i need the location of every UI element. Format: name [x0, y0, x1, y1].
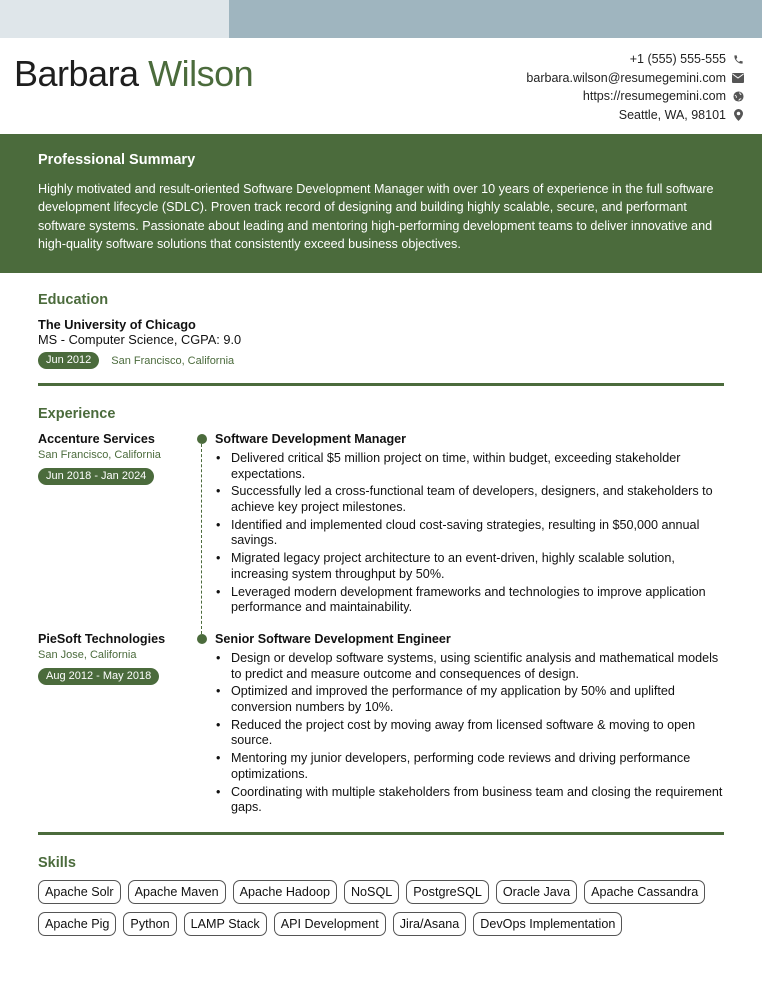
email-icon [732, 72, 744, 84]
skills-title: Skills [38, 855, 76, 871]
list-item: • Delivered critical $5 million project on time, within budget, exceeding stakeholder expectations. [215, 451, 725, 482]
education-location: San Francisco, California [111, 354, 235, 367]
email-text[interactable]: barbara.wilson@resumegemini.com [526, 70, 726, 85]
list-item: • Successfully led a cross-functional team of developers, designers, and stakeholders to achieve key project milestones. [215, 484, 725, 515]
skill-chip: Apache Pig [38, 912, 116, 936]
education-school: The University of Chicago [38, 317, 196, 332]
job-dates [38, 666, 159, 685]
skill-chip: Jira/Asana [393, 912, 467, 936]
job-company: Accenture Services [38, 432, 155, 446]
contact-location [526, 106, 744, 125]
job-role: Software Development Manager [215, 432, 407, 446]
timeline-line [201, 444, 202, 634]
location-text: Seattle, WA, 98101 [618, 107, 726, 122]
education-date-badge: Jun 2012 [38, 352, 99, 369]
section-divider [38, 832, 724, 835]
job-location: San Francisco, California [38, 449, 161, 461]
contact-phone [526, 50, 744, 69]
contact-block [526, 50, 744, 124]
timeline-dot [197, 634, 207, 644]
phone-icon [732, 53, 744, 65]
website-text[interactable]: https://resumegemini.com [582, 89, 726, 104]
job-dates-badge: Jun 2018 - Jan 2024 [38, 468, 154, 485]
list-item: • Identified and implemented cloud cost-saving strategies, resulting in $50,000 annual savings. [215, 518, 725, 549]
list-item: • Leveraged modern development frameworks and technologies to improve application performance and maintainability. [215, 585, 725, 616]
timeline-dot [197, 434, 207, 444]
contact-website [526, 87, 744, 106]
candidate-name [14, 52, 253, 96]
skill-chip: Apache Maven [128, 880, 226, 904]
job-dates-badge: Aug 2012 - May 2018 [38, 668, 159, 685]
list-item: • Coordinating with multiple stakeholders from business team and closing the requirement gaps. [215, 785, 725, 816]
section-divider [38, 383, 724, 386]
skills-list [38, 880, 728, 936]
header-band-light [0, 0, 229, 38]
list-item: • Design or develop software systems, using scientific analysis and mathematical models to predict and measure outcome and consequences of design. [215, 651, 725, 682]
location-pin-icon [732, 109, 744, 121]
last-name: Wilson [148, 53, 254, 94]
skill-chip: Python [123, 912, 176, 936]
summary-text: Highly motivated and result-oriented Software Development Manager with over 10 years of experience in the full software development lifecycle (SDLC). Proven track record of designing and building highly scalable, secure, and performant software systems. Passionate about leading and mentoring high-performing development teams to deliver innovative and high-quality software solutions that consistently exceed business objectives. [38, 182, 714, 252]
phone-text: +1 (555) 555-555 [629, 52, 726, 66]
list-item: • Reduced the project cost by moving away from licensed software & moving to open source. [215, 718, 725, 749]
globe-icon [732, 90, 744, 102]
education-meta [38, 352, 234, 369]
skill-chip: NoSQL [344, 880, 399, 904]
skill-chip: DevOps Implementation [473, 912, 622, 936]
list-item: • Optimized and improved the performance of my application by 50% and uplifted conversion numbers by 10%. [215, 684, 725, 715]
skill-chip: Apache Cassandra [584, 880, 705, 904]
job-location: San Jose, California [38, 649, 137, 661]
skill-chip: API Development [274, 912, 386, 936]
job-bullets [215, 451, 725, 618]
job-bullets [215, 651, 725, 818]
experience-title: Experience [38, 406, 116, 422]
first-name: Barbara [14, 53, 139, 94]
summary-title: Professional Summary [38, 152, 196, 168]
education-title: Education [38, 292, 109, 308]
skill-chip: LAMP Stack [184, 912, 267, 936]
job-company: PieSoft Technologies [38, 632, 166, 646]
skill-chip: PostgreSQL [406, 880, 489, 904]
job-role: Senior Software Development Engineer [215, 632, 451, 646]
contact-email [526, 69, 744, 88]
skill-chip: Apache Solr [38, 880, 121, 904]
skill-chip: Apache Hadoop [233, 880, 337, 904]
list-item: • Migrated legacy project architecture to an event-driven, highly scalable solution, increasing system throughput by 50%. [215, 551, 725, 582]
summary-section [0, 134, 762, 273]
job-dates [38, 466, 154, 485]
list-item: • Mentoring my junior developers, performing code reviews and driving performance optimizations. [215, 751, 725, 782]
skill-chip: Oracle Java [496, 880, 577, 904]
header-band-dark [229, 0, 762, 38]
education-degree: MS - Computer Science, CGPA: 9.0 [38, 332, 242, 347]
